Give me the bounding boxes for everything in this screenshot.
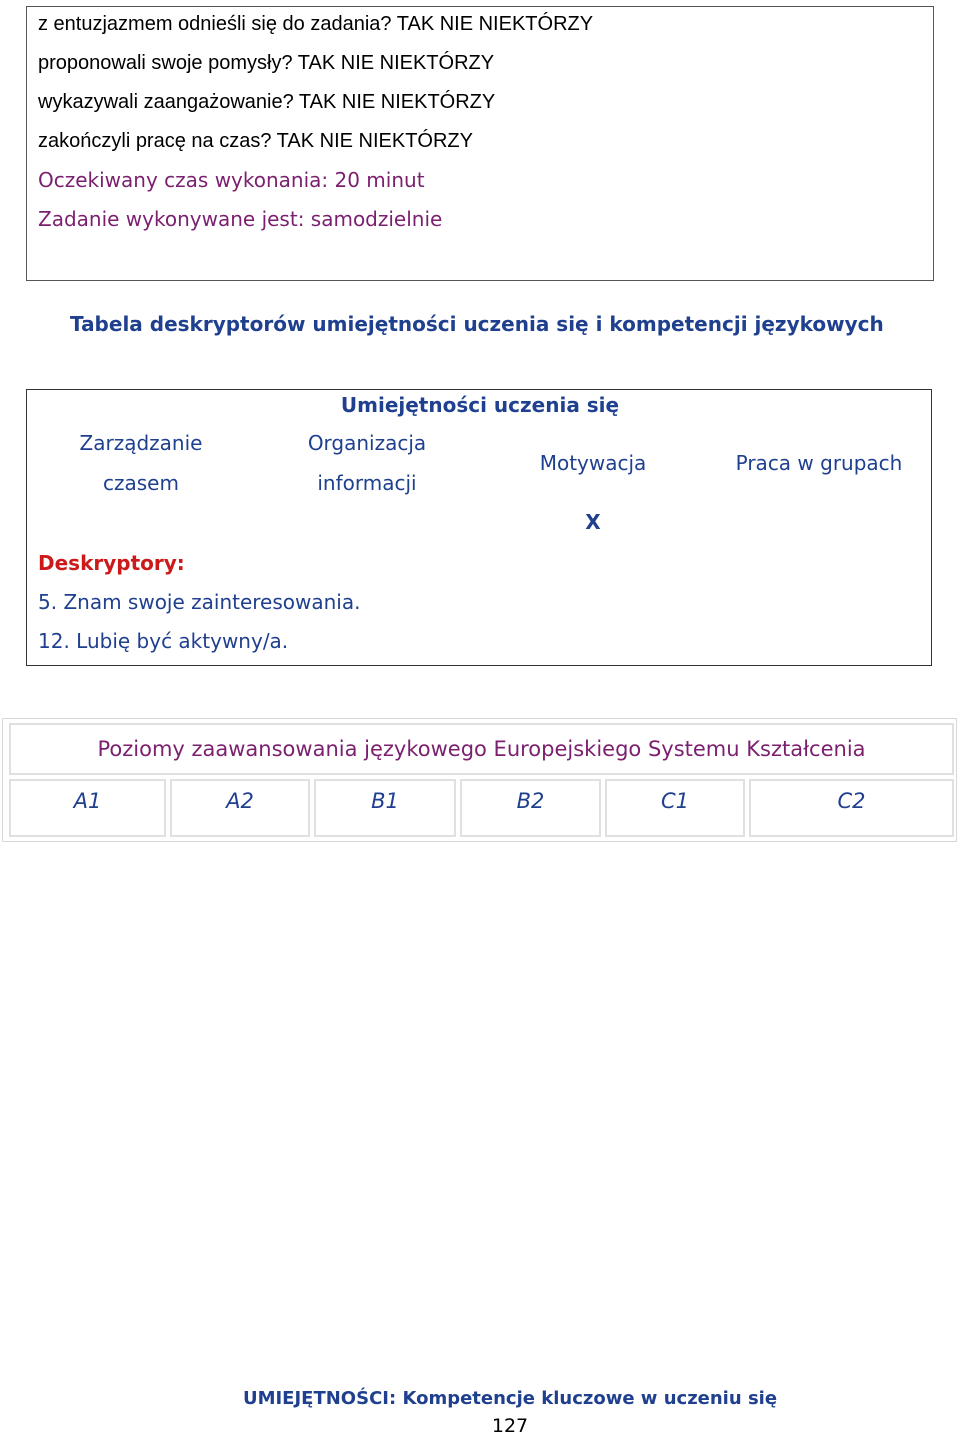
page-number: 127 (491, 1415, 529, 1437)
footer-title: UMIEJĘTNOŚCI: Kompetencje kluczowe w uczeniu się (242, 1388, 778, 1409)
level-b1: B1 (314, 779, 456, 837)
level-a2: A2 (170, 779, 310, 837)
col-information-organization-line2: informacji (317, 471, 417, 495)
expected-time: Oczekiwany czas wykonania: 20 minut (38, 168, 425, 192)
question-4-text: zakończyli pracę na czas? (38, 130, 272, 152)
level-b2: B2 (460, 779, 601, 837)
question-1-options: TAK NIE NIEKTÓRZY (396, 13, 594, 35)
skills-box (26, 389, 932, 666)
descriptors-label: Deskryptory: (38, 551, 185, 575)
col-information-organization (267, 423, 467, 503)
survey-box (26, 6, 934, 281)
motivation-mark: X (585, 510, 601, 534)
question-3-text: wykazywali zaangażowanie? (38, 91, 294, 113)
col-group-work: Praca w grupach (735, 451, 903, 475)
col-time-management-line2: czasem (103, 471, 179, 495)
col-information-organization-line1: Organizacja (307, 431, 427, 455)
question-3-options: TAK NIE NIEKTÓRZY (298, 91, 496, 113)
question-4-options: TAK NIE NIEKTÓRZY (276, 130, 473, 152)
table-heading: Tabela deskryptorów umiejętności uczenia się i kompetencji językowych (70, 312, 884, 336)
descriptor-2: 12. Lubię być aktywny/a. (38, 629, 289, 653)
task-mode: Zadanie wykonywane jest: samodzielnie (38, 207, 443, 231)
question-1 (38, 12, 593, 36)
question-1-text: z entuzjazmem odnieśli się do zadania? (38, 13, 392, 35)
question-4 (38, 129, 473, 153)
question-2-options: TAK NIE NIEKTÓRZY (297, 52, 495, 74)
question-2-text: proponowali swoje pomysły? (38, 52, 293, 74)
col-motivation: Motywacja (539, 451, 647, 475)
level-a1: A1 (9, 779, 166, 837)
level-c2: C2 (749, 779, 954, 837)
question-2 (38, 51, 494, 75)
level-c1: C1 (605, 779, 745, 837)
levels-title: Poziomy zaawansowania językowego Europejskiego Systemu Kształcenia (9, 723, 954, 775)
col-time-management-line1: Zarządzanie (79, 431, 203, 455)
skills-header: Umiejętności uczenia się (340, 393, 620, 417)
col-time-management (41, 423, 241, 503)
question-3 (38, 90, 495, 114)
descriptor-1: 5. Znam swoje zainteresowania. (38, 590, 361, 614)
levels-table (2, 718, 957, 842)
